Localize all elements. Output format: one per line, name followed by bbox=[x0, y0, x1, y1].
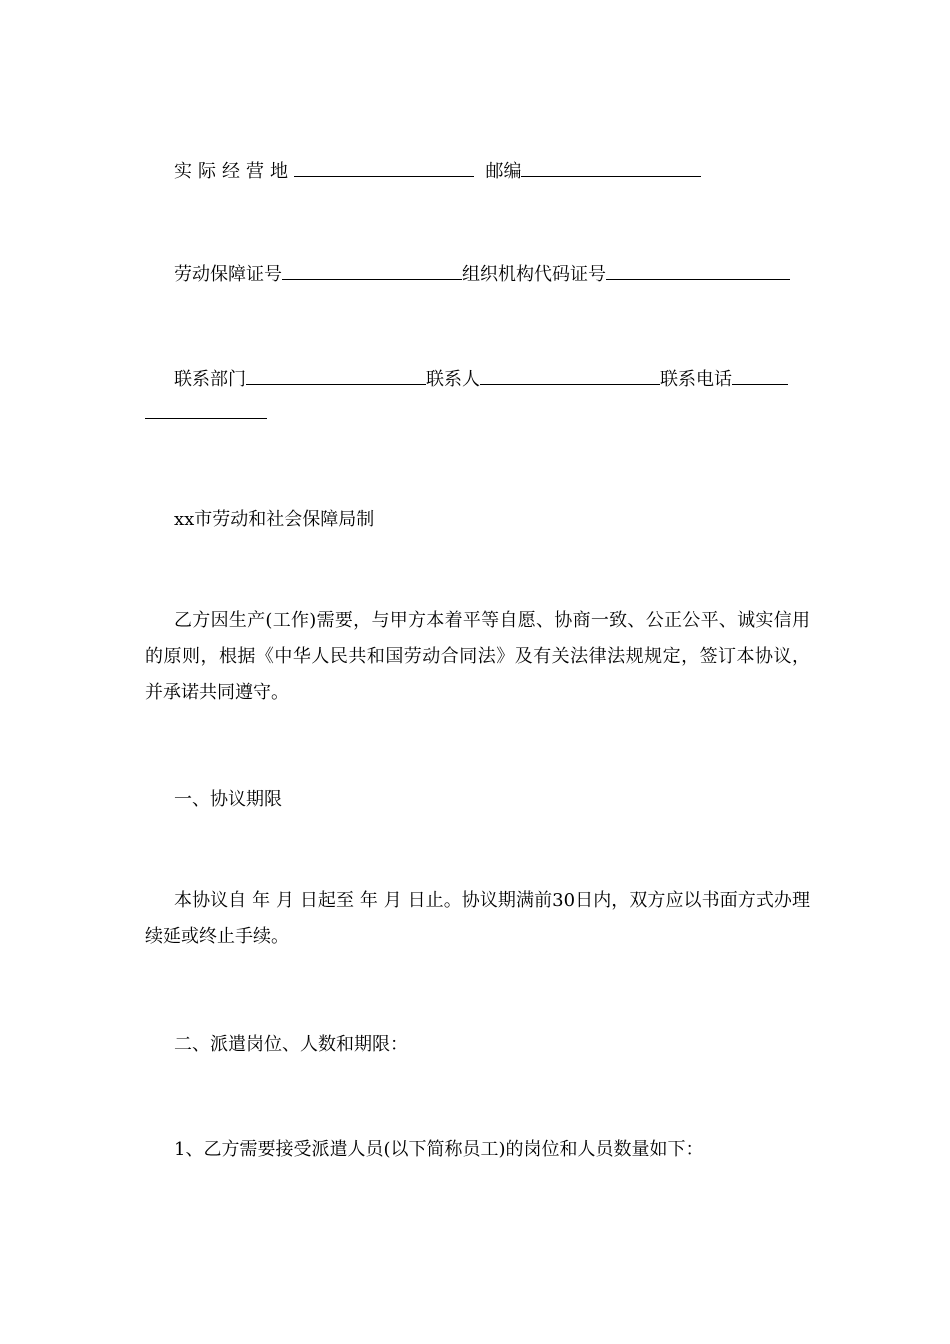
postcode-blank[interactable] bbox=[521, 156, 701, 177]
contact-dept-label: 联系部门 bbox=[174, 369, 246, 390]
contact-person-blank[interactable] bbox=[480, 364, 660, 385]
contact-phone-label: 联系电话 bbox=[660, 369, 732, 390]
issuer: xx市劳动和社会保障局制 bbox=[174, 509, 375, 530]
labor-security-cert-blank[interactable] bbox=[282, 259, 462, 280]
section2-item1: 1、乙方需要接受派遣人员(以下简称员工)的岗位和人员数量如下： bbox=[174, 1139, 704, 1160]
contact-row bbox=[145, 364, 815, 395]
section2-heading: 二、派遣岗位、人数和期限： bbox=[174, 1034, 408, 1055]
section1-heading: 一、协议期限 bbox=[174, 789, 282, 810]
contact-phone-blank-continued-row bbox=[145, 398, 815, 429]
preamble-paragraph: 乙方因生产(工作)需要，与甲方本着平等自愿、协商一致、公正公平、诚实信用的原则，根据《中华人民共和国劳动合同法》及有关法律法规规定，签订本协议，并承诺共同遵守。 bbox=[145, 610, 810, 703]
contact-dept-blank[interactable] bbox=[246, 364, 426, 385]
labor-security-cert-label: 劳动保障证号 bbox=[174, 264, 282, 285]
org-code-cert-blank[interactable] bbox=[606, 259, 790, 280]
address-row bbox=[145, 156, 815, 187]
contact-phone-blank-continued[interactable] bbox=[145, 398, 267, 419]
actual-business-address-blank[interactable] bbox=[294, 156, 474, 177]
contact-person-label: 联系人 bbox=[426, 369, 480, 390]
section1-body: 本协议自 年 月 日起至 年 月 日止。协议期满前30日内，双方应以书面方式办理续延或终止手续。 bbox=[145, 890, 810, 947]
org-code-cert-label: 组织机构代码证号 bbox=[462, 264, 606, 285]
postcode-label: 邮编 bbox=[485, 161, 522, 182]
actual-business-address-label: 实际经营地 bbox=[174, 161, 294, 182]
certificate-row bbox=[145, 259, 815, 290]
contact-phone-blank[interactable] bbox=[732, 364, 788, 385]
